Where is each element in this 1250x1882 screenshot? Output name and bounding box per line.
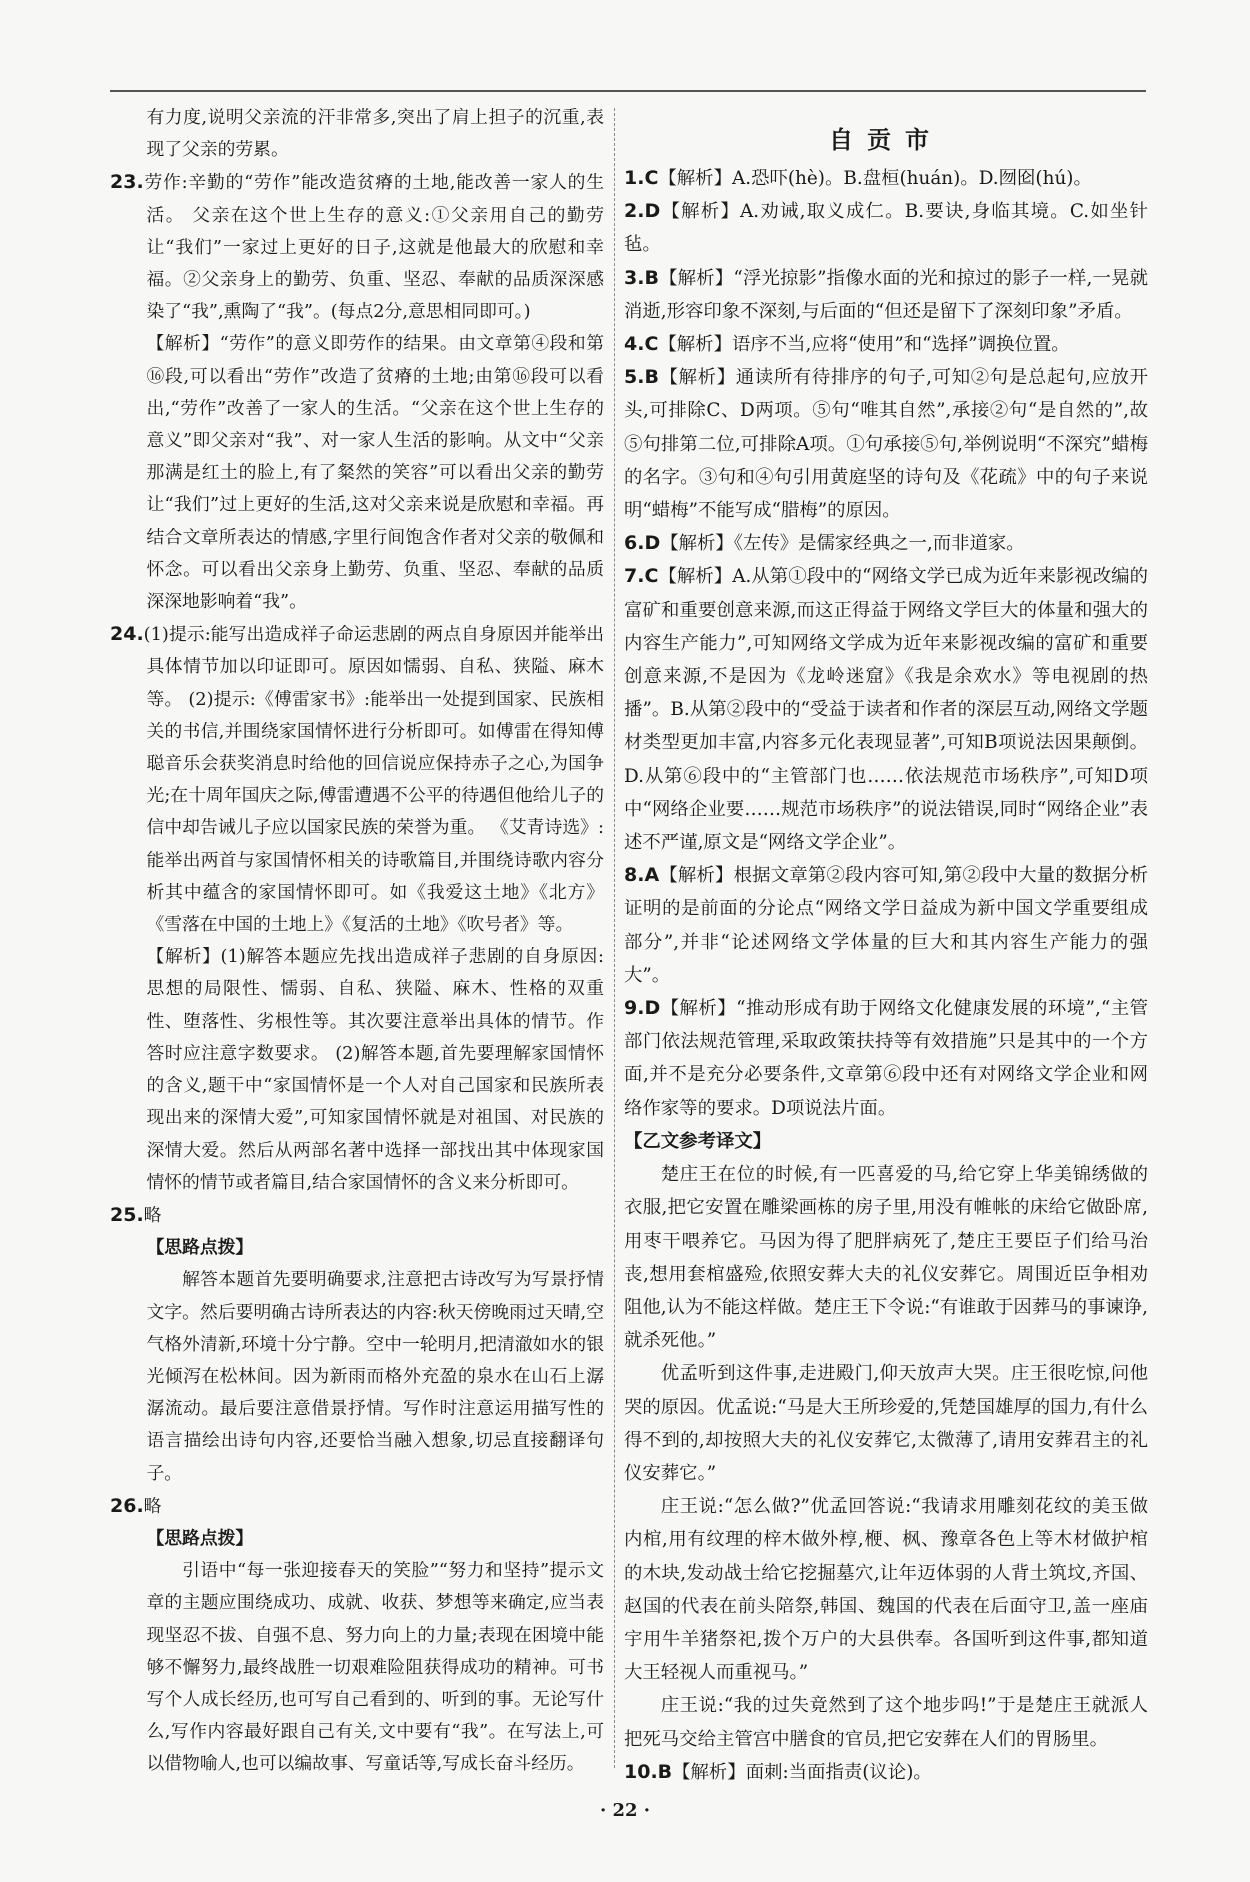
paragraph: 庄王说:“怎么做?”优孟回答说:“我请求用雕刻花纹的美玉做内棺,用有纹理的梓木做外椁,楩、枫、豫章各色上等木材做护棺的木块,发动战士给它挖掘墓穴,让年迈体弱的人背土筑坟,齐国、赵国的代表在前头陪祭,韩国、魏国的代表在后面守卫,盖一座庙宇用牛羊猪祭祀,拨个万户的大县供奉。各国听到这件事,都知道大王轻视人而重视马。”	[624, 1496, 1148, 1684]
question-number: 8.A	[624, 864, 660, 887]
question-number: 3.B	[624, 266, 659, 289]
right-column-body	[624, 162, 1148, 1789]
answer-text: 【解析】根据文章第②段内容可知,第②段中大量的数据分析证明的是前面的分论点“网络文学日益成为新中国文学重要组成部分”,并非“论述网络文学体量的巨大和其内容生产能力的强大”。	[624, 865, 1148, 986]
question-number: 1.C	[624, 167, 659, 189]
question-number: 26.	[110, 1494, 144, 1517]
paragraph: 解答本题首先要明确要求,注意把古诗改写为写景抒情文字。然后要明确古诗所表达的内容:秋天傍晚雨过天晴,空气格外清新,环境十分宁静。空中一轮明月,把清澈如水的银光倾泻在松林间。因为新雨而格外充盈的泉水在山石上潺潺流动。最后要注意借景抒情。写作时注意运用描写性的语言描绘出诗句内容,还要恰当融入想象,切忌直接翻译句子。	[146, 1269, 604, 1484]
question-number: 6.D	[624, 532, 661, 555]
question-number: 5.B	[624, 366, 659, 389]
answer-text: 【解析】“浮光掠影”指像水面的光和掠过的影子一样,一晃就消逝,形容印象不深刻,与后面的“但还是留下了深刻印象”矛盾。	[624, 267, 1148, 322]
answer-text: 【解析】面刺:当面指责(议论)。	[672, 1761, 932, 1783]
answer-text: 略	[143, 1495, 162, 1517]
paragraph: 庄王说:“我的过失竟然到了这个地步吗!”于是楚庄王就派人把死马交给主管宫中膳食的官员,把它安葬在人们的胃肠里。	[624, 1695, 1148, 1750]
answer-text: (1)提示:能写出造成祥子命运悲剧的两点自身原因并能举出具体情节加以印证即可。原因如懦弱、自私、狭隘、麻木等。 (2)提示:《傅雷家书》:能举出一处提到国家、民族相关的书信,并围绕家国情怀进行分析即可。如傅雷在得知傅聪音乐会获奖消息时给他的回信说应保持赤子之心,为国争光;在十周年国庆之际,傅雷遭遇不公平的待遇但他给儿子的信中却告诫儿子应以国家民族的荣誉为重。 《艾青诗选》:能举出两首与家国情怀相关的诗歌篇目,并围绕诗歌内容分析其中蕴含的家国情怀即可。如《我爱这土地》《北方》《雪落在中国的土地上》《复活的土地》《吹号者》等。	[143, 624, 604, 936]
answer-text: 【解析】A.劝诫,取义成仁。B.要诀,身临其境。C.如坐针毡。	[624, 201, 1148, 256]
question-number: 25.	[110, 1203, 144, 1226]
page-number: · 22 ·	[599, 1800, 651, 1821]
answer-text: 【解析】“推动形成有助于网络文化健康发展的环境”,“主管部门依法规范管理,采取政策扶持等有效措施”只是其中的一个方面,并不是充分必要条件,文章第⑥段中还有对网络文学企业和网络作家等的要求。D项说法片面。	[624, 998, 1148, 1119]
answer-item	[110, 1199, 604, 1232]
question-number: 24.	[110, 623, 144, 646]
answer-text: 【解析】语序不当,应将“使用”和“选择”调换位置。	[658, 334, 1070, 356]
answer-text: 劳作:辛勤的“劳作”能改造贫瘠的土地,能改善一家人的生活。 父亲在这个世上生存的意义:①父亲用自己的勤劳让“我们”一家过上更好的日子,这就是他最大的欣慰和幸福。②父亲身上的勤劳、负重、坚忍、奉献的品质深深感染了“我”,熏陶了“我”。(每点2分,意思相同即可。)	[143, 172, 604, 323]
question-number: 10.B	[624, 1760, 673, 1783]
analysis-note: 【解析】(1)解答本题应先找出造成祥子悲剧的自身原因:思想的局限性、懦弱、自私、狭隘、麻木、性格的双重性、堕落性、劣根性等。其次要注意举出具体的情节。作答时应注意字数要求。 (2)解答本题,首先要理解家国情怀的含义,题干中“家国情怀是一个人对自己国家和民族所表现出来的深情大爱”,可知家国情怀就是对祖国、对民族的深情大爱。然后从两部名著中选择一部找出其中体现家国情怀的情节或者篇目,结合家国情怀的含义来分析即可。	[146, 946, 604, 1193]
section-heading: 【乙文参考译文】	[624, 1130, 772, 1152]
question-number: 23.	[110, 171, 144, 194]
right-column	[624, 102, 1148, 1789]
question-number: 7.C	[624, 565, 659, 588]
answer-text: 【解析】《左传》是儒家经典之一,而非道家。	[660, 533, 1025, 555]
answer-text: 【解析】A.恐吓(hè)。B.盘桓(huán)。D.囫囵(hú)。	[658, 168, 1092, 189]
answer-item	[110, 166, 604, 328]
section-heading: 【思路点拨】	[146, 1527, 254, 1549]
answer-item	[624, 262, 1148, 328]
section-title: 自贡市	[829, 125, 943, 154]
continued-text: 有力度,说明父亲流的汗非常多,突出了肩上担子的沉重,表现了父亲的劳累。	[146, 107, 604, 161]
answer-item	[624, 328, 1148, 361]
answer-item	[624, 361, 1148, 527]
column-divider	[614, 108, 615, 1768]
question-number: 2.D	[624, 200, 661, 223]
question-number: 9.D	[624, 997, 661, 1020]
paragraph: 楚庄王在位的时候,有一匹喜爱的马,给它穿上华美锦绣做的衣服,把它安置在雕梁画栋的房子里,用没有帷帐的床给它做卧席,用枣干喂养它。马因为得了肥胖病死了,楚庄王要臣子们给马治丧,想用套棺盛殓,依照安葬大夫的礼仪安葬它。周围近臣争相劝阻他,认为不能这样做。楚庄王下令说:“有谁敢于因葬马的事谏诤,就杀死他。”	[624, 1164, 1148, 1352]
answer-item	[624, 859, 1148, 992]
answer-text: 【解析】通读所有待排序的句子,可知②句是总起句,应放开头,可排除C、D两项。⑤句“唯其自然”,承接②句“是自然的”,故⑤句排第二位,可排除A项。①句承接⑤句,举例说明“不深究”蜡梅的名字。③句和④句引用黄庭坚的诗句及《花疏》中的句子来说明“蜡梅”不能写成“腊梅”的原因。	[624, 367, 1148, 522]
answer-text: 【解析】A.从第①段中的“网络文学已成为近年来影视改编的富矿和重要创意来源,而这正得益于网络文学巨大的体量和强大的内容生产能力”,可知网络文学成为近年来影视改编的富矿和重要创意来源,不是因为《龙岭迷窟》《我是余欢水》等电视剧的热播”。B.从第②段中的“受益于读者和作者的深层互动,网络文学题材类型更加丰富,内容多元化表现显著”,可知B项说法因果颠倒。D.从第⑥段中的“主管部门也……依法规范市场秩序”,可知D项中“网络企业要……规范市场秩序”的说法错误,同时“网络企业”表述不严谨,原文是“网络文学企业”。	[624, 566, 1148, 854]
left-column	[110, 102, 604, 1781]
answer-item	[110, 618, 604, 941]
paragraph: 引语中“每一张迎接春天的笑脸”“努力和坚持”提示文章的主题应围绕成功、成就、收获、梦想等来确定,应当表现坚忍不拔、自强不息、努力向上的力量;表现在困境中能够不懈努力,最终战胜一切艰难险阻获得成功的精神。可书写个人成长经历,也可写自己看到的、听到的事。无论写什么,写作内容最好跟自己有关,文中要有“我”。在写法上,可以借物喻人,也可以编故事、写童话等,写成长奋斗经历。	[146, 1560, 604, 1775]
answer-item	[624, 560, 1148, 859]
answer-item	[624, 527, 1148, 560]
answer-item	[624, 195, 1148, 261]
section-heading: 【思路点拨】	[146, 1237, 254, 1259]
answer-item	[110, 1490, 604, 1523]
answer-item	[624, 162, 1148, 195]
analysis-note: 【解析】“劳作”的意义即劳作的结果。由文章第④段和第⑯段,可以看出“劳作”改造了贫瘠的土地;由第⑯段可以看出,“劳作”改善了一家人的生活。“父亲在这个世上生存的意义”即父亲对“我”、对一家人生活的影响。从文中“父亲那满是红土的脸上,有了粲然的笑容”可以看出父亲的勤劳让“我们”过上更好的生活,这对父亲来说是欣慰和幸福。再结合文章所表达的情感,字里行间饱含作者对父亲的敬佩和怀念。可以看出父亲身上勤劳、负重、坚忍、奉献的品质深深地影响着“我”。	[146, 333, 604, 613]
answer-item	[624, 992, 1148, 1125]
top-rule	[110, 90, 1146, 92]
answer-item	[624, 1756, 1148, 1789]
question-number: 4.C	[624, 333, 659, 356]
paragraph: 优孟听到这件事,走进殿门,仰天放声大哭。庄王很吃惊,问他哭的原因。优孟说:“马是大王所珍爱的,凭楚国雄厚的国力,有什么得不到的,却按照大夫的礼仪安葬它,太微薄了,请用安葬君主的礼仪安葬它。”	[624, 1363, 1148, 1484]
answer-text: 略	[143, 1204, 162, 1226]
